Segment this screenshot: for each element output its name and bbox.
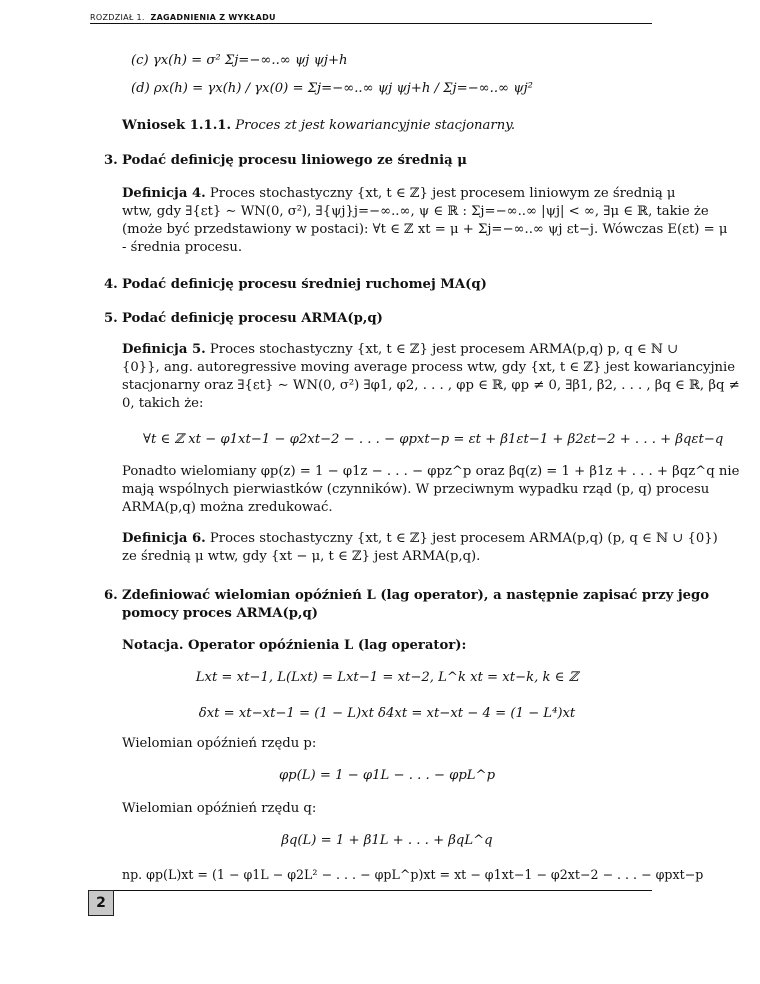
question-6-number: 6. [104, 588, 118, 603]
phi-polynomial-label: Wielomian opóźnień rzędu p: [122, 736, 317, 751]
arma-equation: ∀t ∈ ℤ xt − φ1xt−1 − φ2xt−2 − . . . − φpxt−p = εt + β1εt−1 + β2εt−2 + . . . + βqεt−q [143, 432, 724, 447]
question-6-title [122, 587, 709, 623]
def6-line2: ze średnią μ wtw, gdy {xt − μ, t ∈ ℤ} jest ARMA(p,q). [122, 549, 481, 564]
ponadto-line1: Ponadto wielomiany φp(z) = 1 − φ1z − . . . − φpz^p oraz βq(z) = 1 + β1z + . . . + βqz^q nie [122, 464, 740, 479]
header-rule [90, 23, 652, 24]
def5-line1: Proces stochastyczny {xt, t ∈ ℤ} jest procesem ARMA(p,q) p, q ∈ ℕ ∪ [209, 342, 679, 357]
question-3-title: Podać definicję procesu liniowego ze średnią μ [122, 153, 467, 168]
def6-line1: Proces stochastyczny {xt, t ∈ ℤ} jest procesem ARMA(p,q) (p, q ∈ ℕ ∪ {0}) [209, 531, 718, 546]
wniosek-text: Proces zt jest kowariancyjnie stacjonarny. [235, 118, 516, 133]
def5-line2: {0}}, ang. autoregressive moving average process wtw, gdy {xt, t ∈ ℤ} jest kowariancyjnie [122, 360, 736, 375]
def4-line3: (może być przedstawiony w postaci): ∀t ∈ ℤ xt = μ + Σj=−∞..∞ ψj εt−j. Wówczas E(εt) = μ [122, 222, 728, 237]
def4-line4: - średnia procesu. [122, 240, 243, 255]
question-4-title: Podać definicję procesu średniej ruchomej MA(q) [122, 277, 487, 292]
def5-line4: 0, takich że: [122, 396, 204, 411]
def5-line3: stacjonarny oraz ∃{εt} ∼ WN(0, σ²) ∃φ1, φ2, . . . , φp ∈ ℝ, φp ≠ 0, ∃β1, β2, . . . , βq ∈ ℝ, βq ≠ [122, 378, 740, 393]
ponadto-line2: mają wspólnych pierwiastków (czynników). W przeciwnym wypadku rząd (p, q) procesu [122, 482, 710, 497]
definition-5 [122, 341, 740, 413]
ponadto-line3: ARMA(p,q) można zredukować. [122, 500, 333, 515]
item-d: (d) ρx(h) = γx(h) / γx(0) = Σj=−∞..∞ ψj ψj+h / Σj=−∞..∞ ψj² [131, 81, 533, 96]
footer-rule [112, 890, 652, 891]
question-6-line2: pomocy proces ARMA(p,q) [122, 606, 318, 621]
beta-polynomial: βq(L) = 1 + β1L + . . . + βqL^q [281, 833, 493, 848]
ponadto-paragraph [122, 463, 740, 517]
definition-6 [122, 530, 718, 566]
def4-line1: Proces stochastyczny {xt, t ∈ ℤ} jest procesem liniowym ze średnią μ [209, 186, 676, 201]
notacja-label: Notacja. Operator opóźnienia L (lag operator): [122, 638, 467, 653]
question-6-line1: Zdefiniować wielomian opóźnień L (lag operator), a następnie zapisać przy jego [122, 588, 709, 603]
lag-equations: Lxt = xt−1, L(Lxt) = Lxt−1 = xt−2, L^k xt = xt−k, k ∈ ℤ [195, 670, 579, 685]
wniosek [122, 117, 515, 134]
item-c: (c) γx(h) = σ² Σj=−∞..∞ ψj ψj+h [131, 53, 348, 68]
question-4-number: 4. [104, 277, 118, 292]
definition-4 [122, 185, 728, 257]
def6-label: Definicja 6. [122, 531, 206, 546]
example-equation: np. φp(L)xt = (1 − φ1L − φ2L² − . . . − φpL^p)xt = xt − φ1xt−1 − φ2xt−2 − . . . − φpxt−p [122, 867, 704, 882]
question-3-number: 3. [104, 153, 118, 168]
phi-polynomial: φp(L) = 1 − φ1L − . . . − φpL^p [278, 768, 496, 783]
def5-label: Definicja 5. [122, 342, 206, 357]
question-5-title: Podać definicję procesu ARMA(p,q) [122, 311, 383, 326]
question-5-number: 5. [104, 311, 118, 326]
def4-label: Definicja 4. [122, 186, 206, 201]
running-header [90, 13, 276, 22]
beta-polynomial-label: Wielomian opóźnień rzędu q: [122, 801, 317, 816]
chapter-title: ZAGADNIENIA Z WYKŁADU [150, 13, 276, 22]
delta-equations: δxt = xt−xt−1 = (1 − L)xt δ4xt = xt−xt − 4 = (1 − L⁴)xt [198, 706, 576, 721]
wniosek-label: Wniosek 1.1.1. [122, 118, 232, 133]
page-number: 2 [88, 890, 114, 916]
def4-line2: wtw, gdy ∃{εt} ∼ WN(0, σ²), ∃{ψj}j=−∞..∞, ψ ∈ ℝ : Σj=−∞..∞ |ψj| < ∞, ∃μ ∈ ℝ, takie że [122, 204, 709, 219]
chapter-number: ROZDZIAŁ 1. [90, 13, 145, 22]
